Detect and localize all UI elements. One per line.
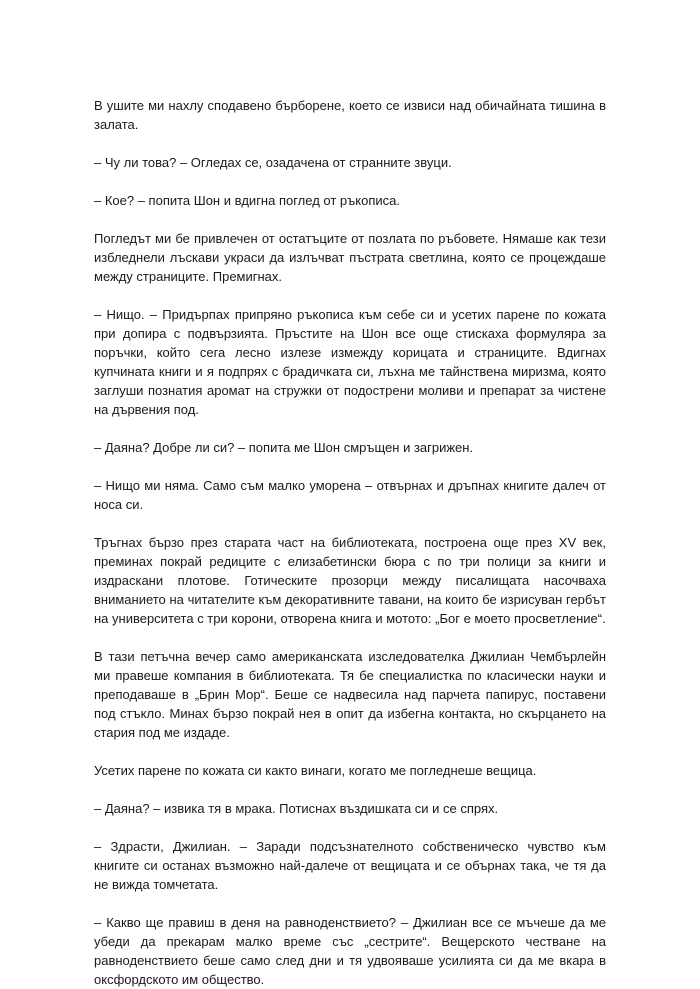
paragraph-8: Тръгнах бързо през старата част на библиотеката, построена още през XV век, преминах покрай редиците с елизабетински бюра с по три полици за книги и издраскани плотове. Готическите прозорци между писалищата насочваха вниманието на читателите към декоративните тавани, на които бе изрисуван гербът на университета с три корони, отворена книга и мотото: „Бог е моето просветление“. <box>94 535 606 626</box>
paragraph-7: – Нищо ми няма. Само съм малко уморена – отвърнах и дръпнах книгите далеч от носа си. <box>94 478 606 512</box>
paragraph-9: В тази петъчна вечер само американската изследователка Джилиан Чембърлейн ми правеше компания в библиотеката. Тя бе специалистка по класически науки и преподаваше в „Брин Мор“. Беше се надвесила над парчета папирус, поставени под стъкло. Минах бързо покрай нея в опит да избегна контакта, но скърцането на стария под ме издаде. <box>94 649 606 740</box>
paragraph-5: – Нищо. – Придърпах припряно ръкописа към себе си и усетих парене по кожата при допира с подвързията. Пръстите на Шон все още стискаха формуляра за поръчки, който сега лесно излезе измежду корицата и страниците. Вдигнах купчината книги и я подпрях с брадичката си, лъхна ме тайнствена миризма, която заглуши познатия аромат на стружки от подострени моливи и препарат за чистене на дървения под. <box>94 307 606 417</box>
paragraph-13: – Какво ще правиш в деня на равноденствието? – Джилиан все се мъчеше да ме убеди да прекарам малко време със „сестрите“. Вещерското честване на равноденствието беше само след дни и тя удвояваше усилията си да ме вкара в оксфордското им общество. <box>94 915 606 987</box>
paragraph-12: – Здрасти, Джилиан. – Заради подсъзнателното собственическо чувство към книгите си останах възможно най-далече от вещицата и се обърнах така, че тя да не вижда томчетата. <box>94 839 606 892</box>
paragraph-11: – Даяна? – извика тя в мрака. Потиснах въздишката си и се спрях. <box>94 801 499 816</box>
paragraph-4: Погледът ми бе привлечен от остатъците от позлата по ръбовете. Нямаше как тези избледнели лъскави украси да излъчват пъстрата светлина, която се процеждаше между страниците. Премигнах. <box>94 231 606 284</box>
paragraph-10: Усетих парене по кожата си както винаги, когато ме погледнеше вещица. <box>94 763 537 778</box>
paragraph-6: – Даяна? Добре ли си? – попита ме Шон смръщен и загрижен. <box>94 440 474 455</box>
paragraph-1: В ушите ми нахлу сподавено бърборене, което се извиси над обичайната тишина в залата. <box>94 98 606 132</box>
paragraph-2: – Чу ли това? – Огледах се, озадачена от странните звуци. <box>94 155 452 170</box>
paragraph-3: – Кое? – попита Шон и вдигна поглед от ръкописа. <box>94 193 400 208</box>
